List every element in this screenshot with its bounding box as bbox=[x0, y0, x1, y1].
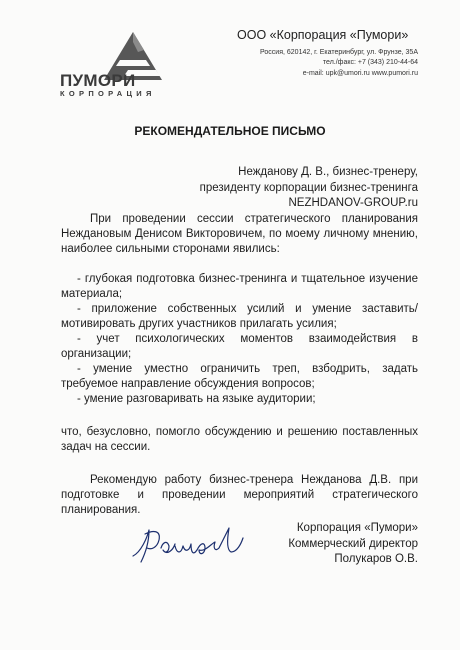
company-email-web: e-mail: upk@umori.ru www.pumori.ru bbox=[302, 69, 418, 77]
signature-block bbox=[288, 521, 418, 568]
addressee-line: президенту корпорации бизнес-тренинга bbox=[199, 181, 418, 194]
addressee-block bbox=[200, 165, 418, 212]
list-item: - учет психологических моментов взаимодействия в организации; bbox=[61, 333, 418, 360]
company-phone: тел./факс: +7 (343) 210-44-64 bbox=[322, 59, 418, 67]
logo-subtitle: КОРПОРАЦИЯ bbox=[60, 89, 156, 98]
intro-paragraph: При проведении сессии стратегического планирования Неждановым Денисом Викторовичем, по моему личному мнению, наиболее сильными сторонами явились: bbox=[61, 213, 418, 255]
signer-organization: Корпорация «Пумори» bbox=[296, 522, 418, 534]
letter-body bbox=[61, 212, 418, 518]
addressee-line: NEZHDANOV-GROUP.ru bbox=[288, 197, 418, 209]
list-item: - приложение собственных усилий и умение заставить/мотивировать других участников прилагать усилия; bbox=[61, 303, 418, 330]
signer-position: Коммерческий директор bbox=[288, 537, 418, 550]
addressee-line: Нежданову Д. В., бизнес-тренеру, bbox=[238, 166, 418, 178]
list-item: - умение уместно ограничить треп, взбодрить, задать требуемое направление обсуждения вопросов; bbox=[61, 363, 418, 390]
signer-name: Полукаров О.В. bbox=[334, 553, 418, 565]
conclusion-paragraph: что, безусловно, помогло обсуждению и решению поставленных задач на сессии. bbox=[61, 426, 418, 453]
logo-name: ПУМОРИ bbox=[60, 71, 136, 90]
company-name: ООО «Корпорация «Пумори» bbox=[237, 28, 409, 42]
letter-title: РЕКОМЕНДАТЕЛЬНОЕ ПИСЬМО bbox=[134, 124, 326, 138]
recommendation-paragraph: Рекомендую работу бизнес-тренера Нежданова Д.В. при подготовке и проведении мероприятий стратегического планирования. bbox=[61, 474, 418, 516]
company-contacts bbox=[260, 48, 418, 79]
list-item: - глубокая подготовка бизнес-тренинга и тщательное изучение материала; bbox=[61, 273, 418, 300]
company-address: Россия, 620142, г. Екатеринбург, ул. Фрунзе, 35А bbox=[260, 49, 418, 56]
list-item: - умение разговаривать на языке аудитории; bbox=[77, 393, 316, 405]
handwritten-signature bbox=[127, 522, 247, 568]
